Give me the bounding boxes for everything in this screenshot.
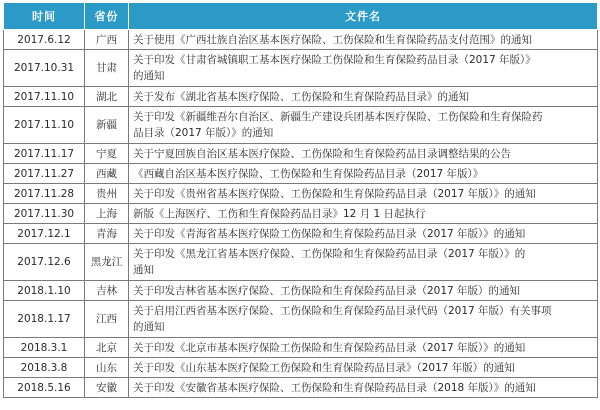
row-province: 新疆 [85,107,129,144]
row-date: 2017.11.30 [4,204,85,224]
row-province: 上海 [85,204,129,224]
row-document [129,30,598,50]
table-row [4,338,598,358]
document-line: 《西藏自治区基本医疗保险、工伤保险和生育保险药品目录（2017 年版）》 [133,167,484,180]
row-document [129,224,598,244]
row-document [129,358,598,378]
row-province: 黑龙江 [85,244,129,281]
table-row [4,378,598,398]
row-province: 吉林 [85,281,129,301]
document-line: 关于宁夏回族自治区基本医疗保险、工伤保险和生育保险药品目录调整结果的公告 [133,147,511,160]
table-row [4,50,598,87]
table-row [4,164,598,184]
document-line: 关于印发《甘肃省城镇职工基本医疗保险工伤保险和生育保险药品目录（2017 年版）》 [133,54,536,66]
row-document [129,244,598,281]
document-line: 关于印发《青海省基本医疗保险工伤保险和生育保险药品目录（2017 年版）》的通知 [133,227,526,240]
row-date: 2017.11.28 [4,184,85,204]
document-line: 关于发布《湖北省基本医疗保险、工伤保险和生育保险药品目录》的通知 [133,90,469,103]
row-date: 2017.10.31 [4,50,85,87]
row-date: 2018.3.1 [4,338,85,358]
row-province: 广西 [85,30,129,50]
document-line: 关于印发《山东基本医疗保险工伤保险和生育保险药品目录》（2017 年版）的通知 [133,361,515,374]
row-date: 2017.11.27 [4,164,85,184]
document-line: 关于印发《新疆维吾尔自治区、新疆生产建设兵团基本医疗保险、工伤保险和生育保险药 [133,111,543,123]
row-document [129,87,598,107]
document-line: 品目录（2017 年版）》的通知 [133,127,274,139]
row-date: 2018.1.17 [4,301,85,338]
header-date: 时间 [4,3,85,30]
header-province: 省份 [85,3,129,30]
table-row [4,184,598,204]
table-row [4,224,598,244]
document-line: 通知 [133,264,154,276]
document-line: 关于使用《广西壮族自治区基本医疗保险、工伤保险和生育保险药品支付范围》的通知 [133,33,532,46]
row-date: 2017.6.12 [4,30,85,50]
row-document [129,164,598,184]
row-document [129,378,598,398]
row-date: 2018.3.8 [4,358,85,378]
row-province: 江西 [85,301,129,338]
header-document: 文件名 [129,3,598,30]
table-row [4,30,598,50]
table-row [4,358,598,378]
table-row [4,244,598,281]
document-line: 关于启用江西省基本医疗保险、工伤保险和生育保险药品目录代码（2017 年版）有关事项 [133,305,552,317]
row-province: 甘肃 [85,50,129,87]
policy-documents-table [3,2,598,398]
table-row [4,301,598,338]
row-document [129,338,598,358]
row-province: 西藏 [85,164,129,184]
row-province: 贵州 [85,184,129,204]
row-date: 2018.1.10 [4,281,85,301]
document-line: 的通知 [133,321,165,333]
document-line: 新版《上海医疗、工伤和生育保险药品目录》12 月 1 日起执行 [133,207,426,220]
document-line: 关于印发《北京市基本医疗保险工伤保险和生育保险药品目录（2017 年版）》的通知 [133,341,526,354]
row-date: 2018.5.16 [4,378,85,398]
table-body [4,30,598,398]
row-date: 2017.12.6 [4,244,85,281]
row-date: 2017.12.1 [4,224,85,244]
document-line: 的通知 [133,70,165,82]
row-date: 2017.11.17 [4,144,85,164]
row-province: 青海 [85,224,129,244]
row-document [129,184,598,204]
table-row [4,204,598,224]
table-row [4,281,598,301]
row-date: 2017.11.10 [4,107,85,144]
row-province: 山东 [85,358,129,378]
document-line: 关于印发吉林省基本医疗保险、工伤保险和生育保险药品目录（2017 年版）的通知 [133,284,521,297]
row-province: 北京 [85,338,129,358]
row-province: 宁夏 [85,144,129,164]
table-row [4,87,598,107]
row-date: 2017.11.10 [4,87,85,107]
document-line: 关于印发《黑龙江省基本医疗保险、工伤保险和生育保险药品目录（2017 年版）》的 [133,248,526,260]
document-line: 关于印发《安徽省基本医疗保险、工伤保险和生育保险药品目录（2018 年版）》的通知 [133,381,536,394]
table-row [4,107,598,144]
row-document [129,144,598,164]
document-line: 关于印发《贵州省基本医疗保险、工伤保险和生育保险药品目录（2017 年版）》的通知 [133,187,536,200]
table-row [4,144,598,164]
row-document [129,281,598,301]
row-document [129,301,598,338]
row-document [129,204,598,224]
row-document [129,107,598,144]
table-header-row [4,3,598,30]
row-province: 安徽 [85,378,129,398]
row-province: 湖北 [85,87,129,107]
row-document [129,50,598,87]
